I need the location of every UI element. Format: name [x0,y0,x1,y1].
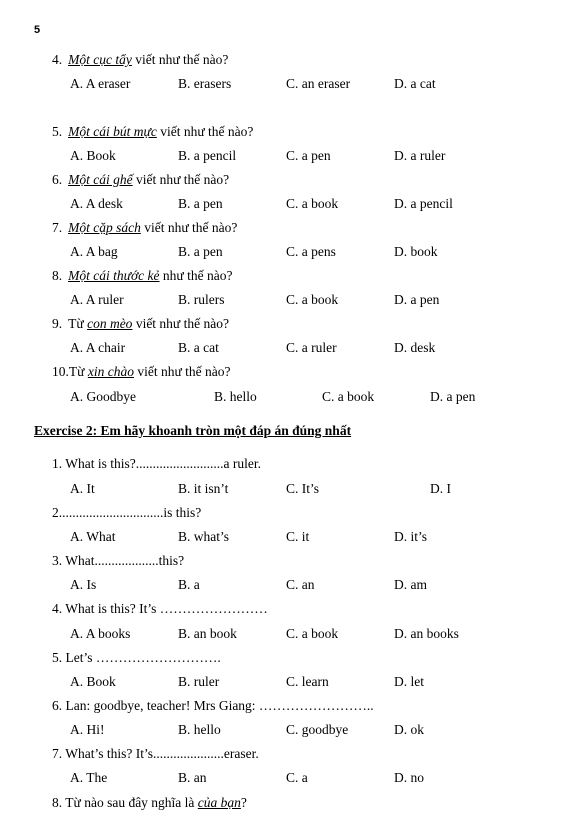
question-number: 8. [52,268,63,283]
answer-option[interactable]: A. A desk [70,196,123,211]
answer-option[interactable]: C. a pens [286,244,336,259]
answer-option[interactable]: C. it [286,529,310,544]
question-keyword: Một cục tẩy [68,52,132,67]
answer-option[interactable]: B. a pen [178,196,223,211]
answer-option[interactable]: A. A ruler [70,292,124,307]
answer-option[interactable]: A. The [70,770,108,785]
answer-option[interactable]: B. rulers [178,292,225,307]
question-suffix: viết như thế nào? [140,220,238,235]
answer-option[interactable]: B. what’s [178,529,230,544]
question-number: 6. [52,172,63,187]
answer-option[interactable]: C. an [286,577,315,592]
question-prefix: Từ [68,364,88,379]
answer-option[interactable]: D. I [430,481,451,496]
question-keyword: Một cái ghế [68,172,133,187]
question-number: 4. [52,52,63,67]
answer-option[interactable]: C. a book [286,626,339,641]
question-prefix: Từ nào sau đây nghĩa là [65,795,198,810]
question-row: 6. Lan: goodbye, teacher! Mrs Giang: …………………….. [52,698,374,713]
question-keyword: con mèo [87,316,133,331]
answer-option[interactable]: D. desk [394,340,436,355]
question-number: 5. [52,124,63,139]
question-keyword: Một cặp sách [68,220,141,235]
question-keyword: của bạn [197,795,241,810]
answer-option[interactable]: D. no [394,770,424,785]
question-suffix: viết như thế nào? [131,52,229,67]
answer-option[interactable]: C. goodbye [286,722,349,737]
answer-option[interactable]: B. erasers [178,76,232,91]
question-row [52,316,229,332]
answer-option[interactable]: C. a book [322,389,375,404]
answer-option[interactable]: A. Is [70,577,97,592]
question-number: 8. [52,795,63,810]
question-suffix: viết như thế nào? [132,172,230,187]
question-suffix: viết như thế nào? [133,364,231,379]
answer-option[interactable]: D. ok [394,722,424,737]
answer-option[interactable]: B. a [178,577,200,592]
answer-option[interactable]: D. a cat [394,76,436,91]
answer-option[interactable]: A. Book [70,148,116,163]
answer-option[interactable]: D. a pen [394,292,440,307]
question-prefix: Từ [68,316,88,331]
answer-option[interactable]: A. A chair [70,340,126,355]
answer-option[interactable]: C. a ruler [286,340,337,355]
answer-option[interactable]: D. a pen [430,389,476,404]
answer-option[interactable]: D. a ruler [394,148,446,163]
answer-option[interactable]: D. a pencil [394,196,453,211]
answer-option[interactable]: B. ruler [178,674,220,689]
answer-option[interactable]: A. A eraser [70,76,131,91]
question-row: 2...............................is this? [52,505,202,520]
answer-option[interactable]: A. Hi! [70,722,105,737]
answer-option[interactable]: C. a [286,770,308,785]
answer-option[interactable]: C. learn [286,674,329,689]
question-number: 7. [52,220,63,235]
answer-option[interactable]: D. let [394,674,424,689]
question-row: 3. What...................this? [52,553,185,568]
answer-option[interactable]: A. A bag [70,244,118,259]
question-row: 4. What is this? It’s …………………… [52,601,268,616]
answer-option[interactable]: C. a pen [286,148,331,163]
question-row [52,364,231,380]
question-8 [52,795,247,811]
answer-option[interactable]: B. an [178,770,207,785]
question-number: 9. [52,316,63,331]
question-row: 7. What’s this? It’s.....................eraser. [52,746,259,761]
question-keyword: Một cái bút mực [68,124,157,139]
answer-option[interactable]: B. it isn’t [178,481,229,496]
question-row [52,172,229,188]
question-row: 1. What is this?..........................a ruler. [52,456,261,471]
question-suffix: như thế nào? [159,268,233,283]
answer-option[interactable]: A. It [70,481,95,496]
answer-option[interactable]: C. a book [286,292,339,307]
answer-option[interactable]: D. am [394,577,427,592]
answer-option[interactable]: B. a pen [178,244,223,259]
answer-option[interactable]: A. Book [70,674,116,689]
exercise-2-title: Exercise 2: Em hãy khoanh tròn một đáp án đúng nhất [34,423,352,438]
answer-option[interactable]: D. it’s [394,529,428,544]
answer-option[interactable]: D. book [394,244,438,259]
page-number: 5 [34,24,41,36]
answer-option[interactable]: A. What [70,529,116,544]
question-row [52,268,232,284]
answer-option[interactable]: B. hello [214,389,257,404]
answer-option[interactable]: C. an eraser [286,76,351,91]
answer-option[interactable]: C. a book [286,196,339,211]
question-keyword: xin chào [87,364,134,379]
question-row [52,52,228,68]
question-row [52,124,253,140]
question-suffix: viết như thế nào? [156,124,254,139]
question-row [52,220,237,236]
answer-option[interactable]: A. Goodbye [70,389,136,404]
answer-option[interactable]: B. hello [178,722,221,737]
answer-option[interactable]: C. It’s [286,481,320,496]
question-keyword: Một cái thước kẻ [68,268,160,283]
answer-option[interactable]: B. a cat [178,340,219,355]
question-suffix: viết như thế nào? [132,316,229,331]
question-suffix: ? [240,795,247,810]
answer-option[interactable]: B. an book [178,626,237,641]
question-row: 5. Let’s ………………………. [52,650,221,665]
answer-option[interactable]: B. a pencil [178,148,237,163]
answer-option[interactable]: D. an books [394,626,459,641]
question-number: 10. [52,364,69,379]
answer-option[interactable]: A. A books [70,626,131,641]
